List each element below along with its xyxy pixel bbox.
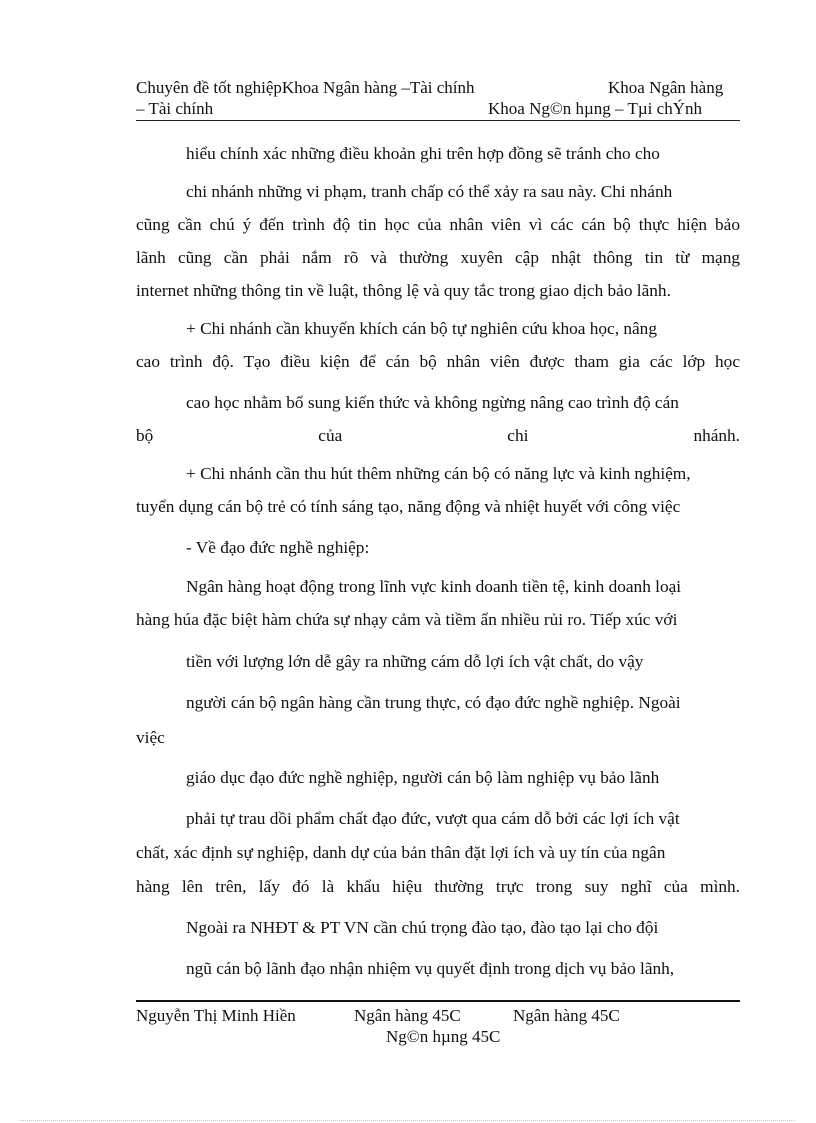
footer-class-3: Ng©n hµng 45C <box>386 1027 501 1046</box>
footer-author: Nguyễn Thị Minh Hiền <box>136 1006 296 1025</box>
body-line: hiểu chính xác những điều khoản ghi trên hợp đồng sẽ tránh cho cho <box>186 144 660 163</box>
body-line: + Chi nhánh cần khuyến khích cán bộ tự nghiên cứu khoa học, nâng <box>186 319 657 338</box>
body-line: phải tự trau dồi phẩm chất đạo đức, vượt qua cám dỗ bởi các lợi ích vật <box>186 809 680 828</box>
body-line-spread <box>136 425 740 447</box>
footer-class-1: Ngân hàng 45C <box>354 1006 461 1025</box>
body-line: tiền với lượng lớn dễ gây ra những cám dỗ lợi ích vật chất, do vậy <box>186 652 644 671</box>
header-divider <box>136 120 740 121</box>
body-line: hàng húa đặc biệt hàm chứa sự nhạy cảm và tiềm ẩn nhiều rủi ro. Tiếp xúc với <box>136 610 678 629</box>
body-line: - Về đạo đức nghề nghiệp: <box>186 538 370 557</box>
header-right-line-1: Khoa Ngân hàng <box>608 78 724 97</box>
body-line: ngũ cán bộ lãnh đạo nhận nhiệm vụ quyết định trong dịch vụ bảo lãnh, <box>186 959 675 978</box>
body-line: + Chi nhánh cần thu hút thêm những cán bộ có năng lực và kinh nghiệm, <box>186 464 691 483</box>
body-line: chi nhánh những vi phạm, tranh chấp có thể xảy ra sau này. Chi nhánh <box>186 182 673 201</box>
body-line: việc <box>136 728 165 747</box>
page-bottom-edge <box>20 1120 796 1121</box>
body-line: hàng lên trên, lấy đó là khẩu hiệu thường trực trong suy nghĩ của mình. <box>136 877 740 896</box>
body-line: giáo dục đạo đức nghề nghiệp, người cán bộ làm nghiệp vụ bảo lãnh <box>186 768 660 787</box>
footer-class-2: Ngân hàng 45C <box>513 1006 620 1025</box>
body-line: cao trình độ. Tạo điều kiện để cán bộ nhân viên được tham gia các lớp học <box>136 352 740 371</box>
body-line: người cán bộ ngân hàng cần trung thực, có đạo đức nghề nghiệp. Ngoài <box>186 693 681 712</box>
spread-word: nhánh. <box>693 426 740 445</box>
body-line: lãnh cũng cần phải nắm rõ và thường xuyên cập nhật thông tin từ mạng <box>136 248 740 267</box>
spread-word: chi <box>507 426 529 445</box>
body-line: Ngân hàng hoạt động trong lĩnh vực kinh doanh tiền tệ, kinh doanh loại <box>186 577 682 596</box>
spread-word: bộ <box>136 426 154 445</box>
header-left-line-2: – Tài chính <box>136 99 214 118</box>
header-right-line-2: Khoa Ng©n hµng – Tµi chÝnh <box>488 99 702 118</box>
footer-divider <box>136 1000 740 1002</box>
body-line: cũng cần chú ý đến trình độ tin học của nhân viên vì các cán bộ thực hiện bảo <box>136 215 740 234</box>
header-left-line-1: Chuyên đề tốt nghiệpKhoa Ngân hàng –Tài chính <box>136 78 475 97</box>
body-line: tuyển dụng cán bộ trẻ có tính sáng tạo, năng động và nhiệt huyết với công việc <box>136 497 681 516</box>
body-line: chất, xác định sự nghiệp, danh dự của bản thân đặt lợi ích và uy tín của ngân <box>136 843 666 862</box>
body-line: internet những thông tin về luật, thông lệ và quy tắc trong giao dịch bảo lãnh. <box>136 281 671 300</box>
body-line: Ngoài ra NHĐT & PT VN cần chú trọng đào tạo, đào tạo lại cho đội <box>186 918 659 937</box>
spread-word: của <box>318 426 343 445</box>
body-line: cao học nhằm bổ sung kiến thức và không ngừng nâng cao trình độ cán <box>186 393 679 412</box>
